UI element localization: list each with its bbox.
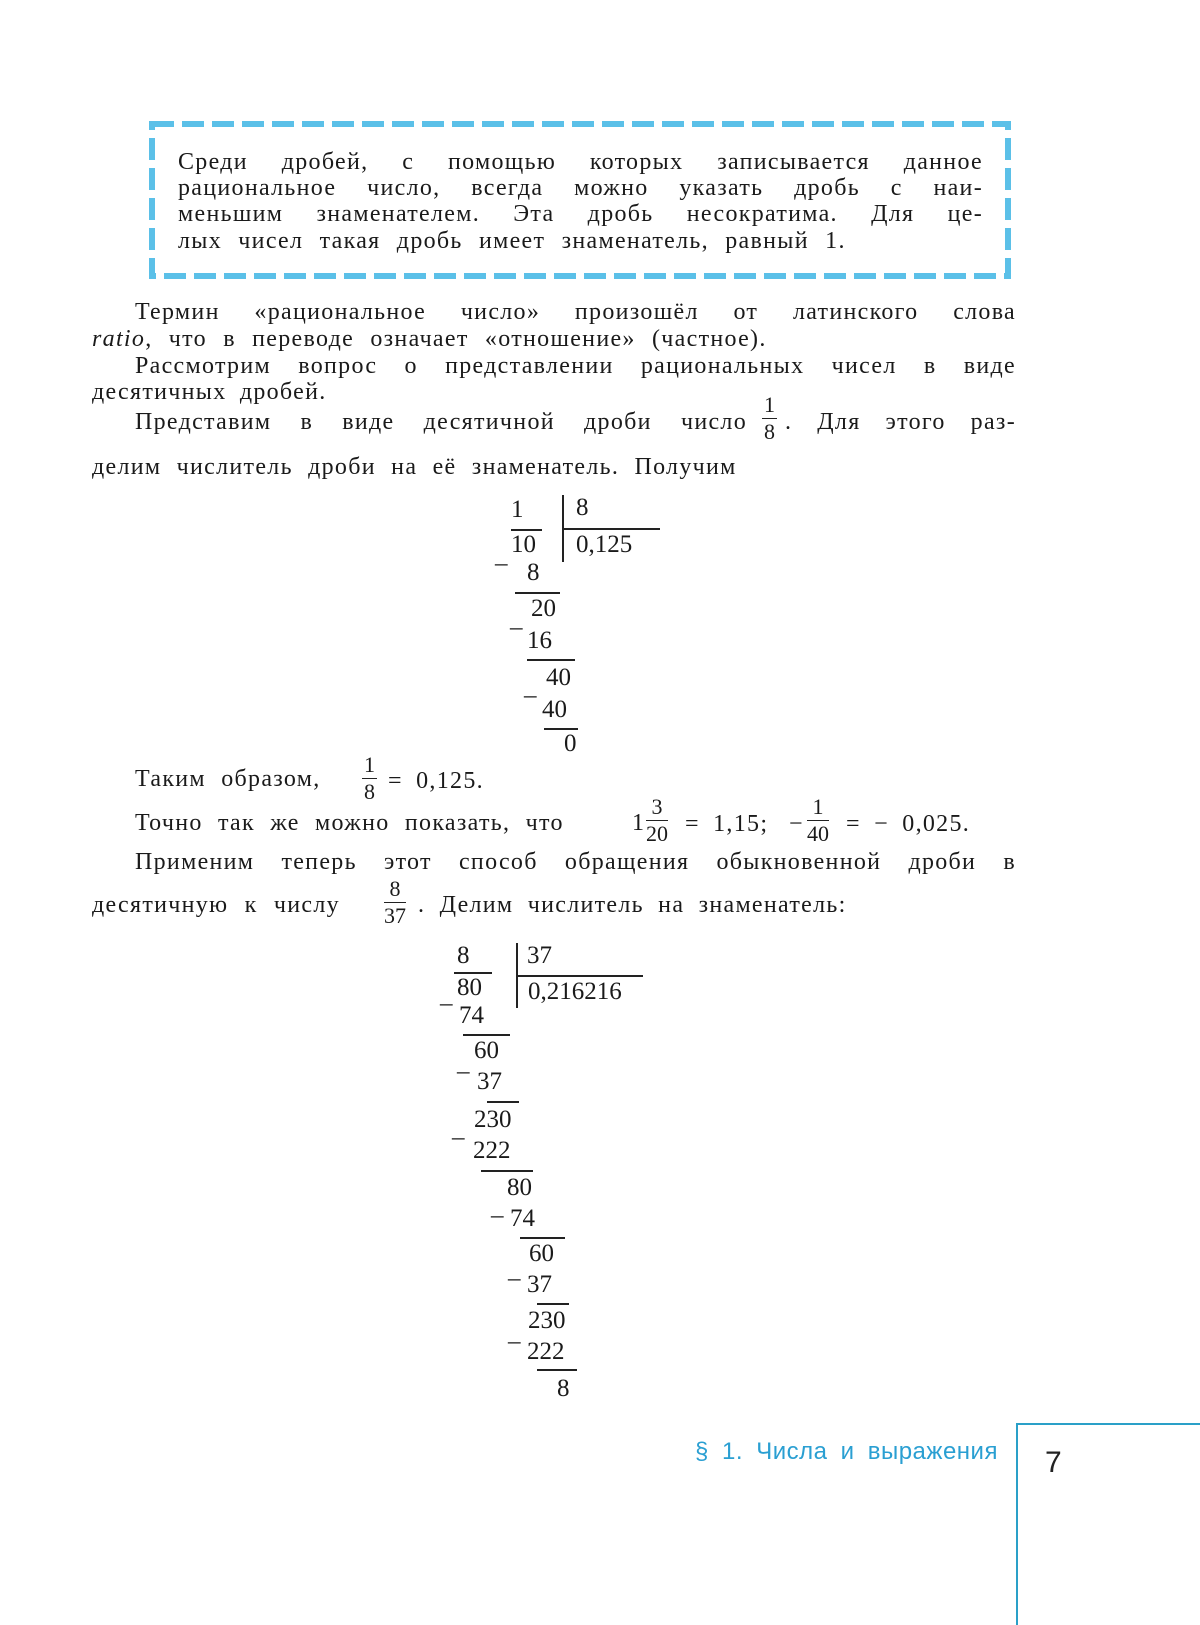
step-line xyxy=(481,1170,533,1172)
rule-line: Среди дробей, с помощью которых записывается данное xyxy=(178,149,983,175)
paragraph-line: Представим в виде десятичной дроби число xyxy=(135,409,747,435)
step-line xyxy=(515,592,560,594)
step: 74 xyxy=(459,1002,484,1029)
minus-sign: _ xyxy=(510,605,523,632)
step: 60 xyxy=(474,1037,499,1064)
step: 16 xyxy=(527,627,552,654)
paragraph-text: = 1,15; xyxy=(685,811,769,837)
dividend: 1 xyxy=(511,496,524,523)
step: 230 xyxy=(528,1307,566,1334)
quotient: 0,216216 xyxy=(528,978,622,1005)
step-line xyxy=(537,1303,569,1305)
step-line xyxy=(520,1237,565,1239)
step: 8 xyxy=(557,1375,570,1402)
step: 80 xyxy=(507,1174,532,1201)
paragraph-text: = − 0,025. xyxy=(846,811,971,837)
dividend: 8 xyxy=(457,942,470,969)
divisor: 37 xyxy=(527,942,552,969)
step-line xyxy=(463,1034,510,1036)
step: 20 xyxy=(531,595,556,622)
latin-word: ratio xyxy=(92,326,146,352)
paragraph-line: десятичных дробей. xyxy=(92,379,327,405)
step: 222 xyxy=(527,1338,565,1365)
quotient-line xyxy=(562,528,660,530)
step: 8 xyxy=(527,559,540,586)
paragraph-line: Таким образом, xyxy=(135,766,321,792)
fraction: $\frac{8}{37}$ xyxy=(384,876,406,928)
minus-sign: _ xyxy=(452,1115,465,1142)
step: 222 xyxy=(473,1137,511,1164)
minus-sign: − xyxy=(789,811,804,837)
paragraph-line: = 0,125. xyxy=(388,768,484,794)
page-number: 7 xyxy=(1045,1446,1062,1479)
step-line xyxy=(537,1369,577,1371)
divisor: 8 xyxy=(576,494,589,521)
step: 80 xyxy=(457,974,482,1001)
minus-sign: _ xyxy=(495,541,508,568)
step: 37 xyxy=(527,1271,552,1298)
fraction: $\frac{1}{8}$ xyxy=(764,392,775,444)
step: 74 xyxy=(510,1205,535,1232)
quotient: 0,125 xyxy=(576,531,633,558)
paragraph-line: делим числитель дроби на её знаменатель. Получим xyxy=(92,454,737,480)
minus-sign: _ xyxy=(524,673,537,700)
step: 40 xyxy=(546,664,571,691)
rule-line: лых чисел такая дробь имеет знаменатель, равный 1. xyxy=(178,228,846,254)
minus-sign: _ xyxy=(508,1319,521,1346)
minus-sign: _ xyxy=(508,1256,521,1283)
step: 10 xyxy=(511,531,536,558)
paragraph-line xyxy=(92,325,767,353)
paragraph-line: . Делим числитель на знаменатель: xyxy=(418,892,847,918)
step: 37 xyxy=(477,1068,502,1095)
paragraph-line: десятичную к числу xyxy=(92,892,340,918)
paragraph-line: Рассмотрим вопрос о представлении рациональных чисел в виде xyxy=(135,353,1016,379)
fraction: $\frac{1}{40}$ xyxy=(807,794,829,846)
page-number-box xyxy=(1016,1423,1200,1625)
step-line xyxy=(527,659,575,661)
step: 0 xyxy=(564,730,577,757)
paragraph-line: . Для этого раз- xyxy=(785,409,1016,435)
paragraph-line: Применим теперь этот способ обращения обыкновенной дроби в xyxy=(135,849,1016,875)
step-line xyxy=(487,1101,519,1103)
rule-line: рациональное число, всегда можно указать дробь с наи- xyxy=(178,175,983,201)
paragraph-line: Точно так же можно показать, что xyxy=(135,810,564,836)
fraction: $\frac{1}{8}$ xyxy=(364,752,375,804)
step: 40 xyxy=(542,696,567,723)
rule-line: меньшим знаменателем. Эта дробь несократима. Для це- xyxy=(178,201,983,227)
minus-sign: _ xyxy=(457,1049,470,1076)
mixed-number-whole: 1 xyxy=(632,810,646,836)
paragraph-line: Термин «рациональное число» произошёл от латинского слова xyxy=(135,299,1016,325)
minus-sign: _ xyxy=(491,1193,504,1220)
section-title: § 1. Числа и выражения xyxy=(695,1438,998,1465)
fraction: $\frac{3}{20}$ xyxy=(646,794,668,846)
quotient-line xyxy=(516,975,643,977)
paragraph-text: , что в переводе означает «отношение» (частное). xyxy=(145,326,767,352)
minus-sign: _ xyxy=(440,981,453,1008)
step: 60 xyxy=(529,1240,554,1267)
step: 230 xyxy=(474,1106,512,1133)
